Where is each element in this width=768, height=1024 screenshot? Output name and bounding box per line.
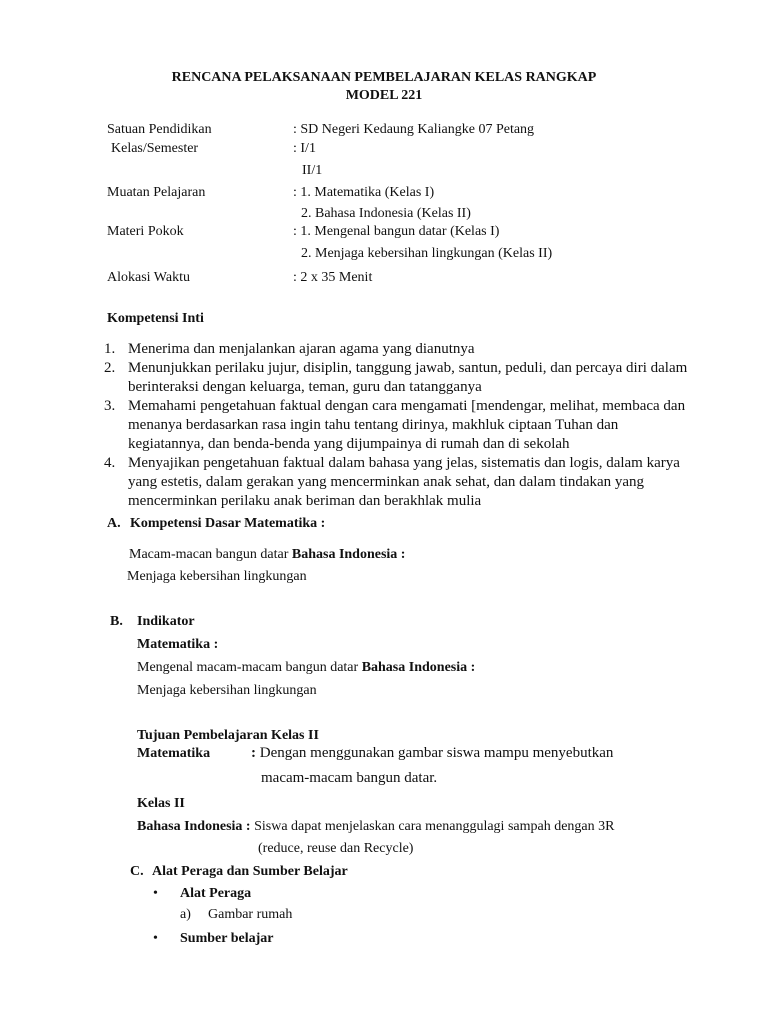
- section-c-letter: C.: [130, 864, 144, 879]
- indikator-bi-label: Bahasa Indonesia :: [361, 660, 476, 675]
- list-item: [104, 454, 694, 511]
- kd-math-text: Macam-macan bangun datar: [129, 547, 292, 562]
- indikator-math-label: Matematika :: [137, 637, 219, 652]
- section-a-letter: A.: [107, 516, 121, 531]
- list-item-text: Menerima dan menjalankan ajaran agama yang dianutnya: [128, 341, 475, 357]
- tujuan-bi-text-1: Siswa dapat menjelaskan cara menanggulagi sampah dengan 3R: [250, 819, 615, 834]
- kelas-value-1: : I/1: [293, 141, 316, 156]
- list-item-text: Memahami pengetahuan faktual dengan cara mengamati [mendengar, melihat, membaca dan menanya berdasarkan rasa ingin tahu tentang dirinya, makhluk ciptaan Tuhan dan kegiatannya, dan benda-benda yang dijumpainya di rumah dan di sekolah: [128, 398, 686, 452]
- page-title-line2: MODEL 221: [345, 88, 423, 103]
- list-item: [104, 397, 694, 454]
- list-item-number: 3.: [104, 398, 116, 414]
- alat-peraga-label: Alat Peraga: [180, 886, 252, 901]
- muatan-value-1: : 1. Matematika (Kelas I): [293, 185, 435, 200]
- tujuan-math-text-1: Dengan menggunakan gambar siswa mampu menyebutkan: [256, 745, 614, 761]
- materi-value-1: : 1. Mengenal bangun datar (Kelas I): [293, 224, 500, 239]
- materi-label: Materi Pokok: [107, 224, 184, 239]
- list-item-text: Menyajikan pengetahuan faktual dalam bahasa yang jelas, sistematis dan logis, dalam karya yang estetis, dalam gerakan yang mencerminkan anak sehat, dan dalam tindakan yang mencerminkan perilaku anak beriman dan berakhlak mulia: [128, 455, 680, 509]
- tujuan-kelas-label: Kelas II: [137, 796, 185, 811]
- alokasi-value: : 2 x 35 Menit: [293, 270, 373, 285]
- bullet-icon: •: [153, 886, 158, 901]
- muatan-label: Muatan Pelajaran: [107, 185, 206, 200]
- section-b-letter: B.: [110, 614, 123, 629]
- bullet-icon: •: [153, 931, 158, 946]
- ki-heading: Kompetensi Inti: [107, 311, 204, 326]
- tujuan-math-colon: :: [251, 745, 256, 761]
- tujuan-bi-line-1: [137, 819, 614, 835]
- tujuan-heading: Tujuan Pembelajaran Kelas II: [137, 728, 319, 743]
- materi-value-2: 2. Menjaga kebersihan lingkungan (Kelas II): [301, 246, 553, 261]
- alokasi-label: Alokasi Waktu: [107, 270, 190, 285]
- kelas-value-2: II/1: [302, 163, 323, 178]
- indikator-math-text: Mengenal macam-macam bangun datar: [137, 660, 362, 675]
- list-item-number: 1.: [104, 341, 116, 357]
- tujuan-math-line-2: macam-macam bangun datar.: [261, 770, 438, 786]
- kd-heading: Kompetensi Dasar Matematika :: [130, 516, 326, 531]
- tujuan-math-line-1: [251, 745, 613, 762]
- list-item-number: 4.: [104, 455, 116, 471]
- tujuan-bi-label: Bahasa Indonesia :: [137, 819, 251, 834]
- alat-peraga-item: Gambar rumah: [208, 907, 293, 922]
- sumber-belajar-label: Sumber belajar: [180, 931, 274, 946]
- alat-peraga-item-marker: a): [180, 907, 191, 922]
- kd-line-2: Menjaga kebersihan lingkungan: [127, 569, 307, 584]
- kd-bi-label: Bahasa Indonesia :: [291, 547, 406, 562]
- page-title-line1: RENCANA PELAKSANAAN PEMBELAJARAN KELAS RANGKAP: [171, 70, 597, 85]
- ki-list: [104, 340, 694, 511]
- alat-heading: Alat Peraga dan Sumber Belajar: [152, 864, 348, 879]
- tujuan-bi-line-2: (reduce, reuse dan Recycle): [258, 841, 414, 856]
- satuan-value: : SD Negeri Kedaung Kaliangke 07 Petang: [293, 122, 535, 137]
- kd-line-1: [129, 547, 405, 563]
- indikator-heading: Indikator: [137, 614, 195, 629]
- list-item-text: Menunjukkan perilaku jujur, disiplin, tanggung jawab, santun, peduli, dan percaya diri dalam berinteraksi dengan keluarga, teman, guru dan tatangganya: [128, 360, 688, 395]
- tujuan-math-label: Matematika: [137, 746, 211, 761]
- list-item-number: 2.: [104, 360, 116, 376]
- list-item: [104, 359, 694, 397]
- indikator-line-1: [137, 660, 475, 676]
- indikator-line-2: Menjaga kebersihan lingkungan: [137, 683, 317, 698]
- list-item: [104, 340, 694, 359]
- kelas-label: Kelas/Semester: [111, 141, 199, 156]
- muatan-value-2: 2. Bahasa Indonesia (Kelas II): [301, 206, 471, 221]
- satuan-label: Satuan Pendidikan: [107, 122, 212, 137]
